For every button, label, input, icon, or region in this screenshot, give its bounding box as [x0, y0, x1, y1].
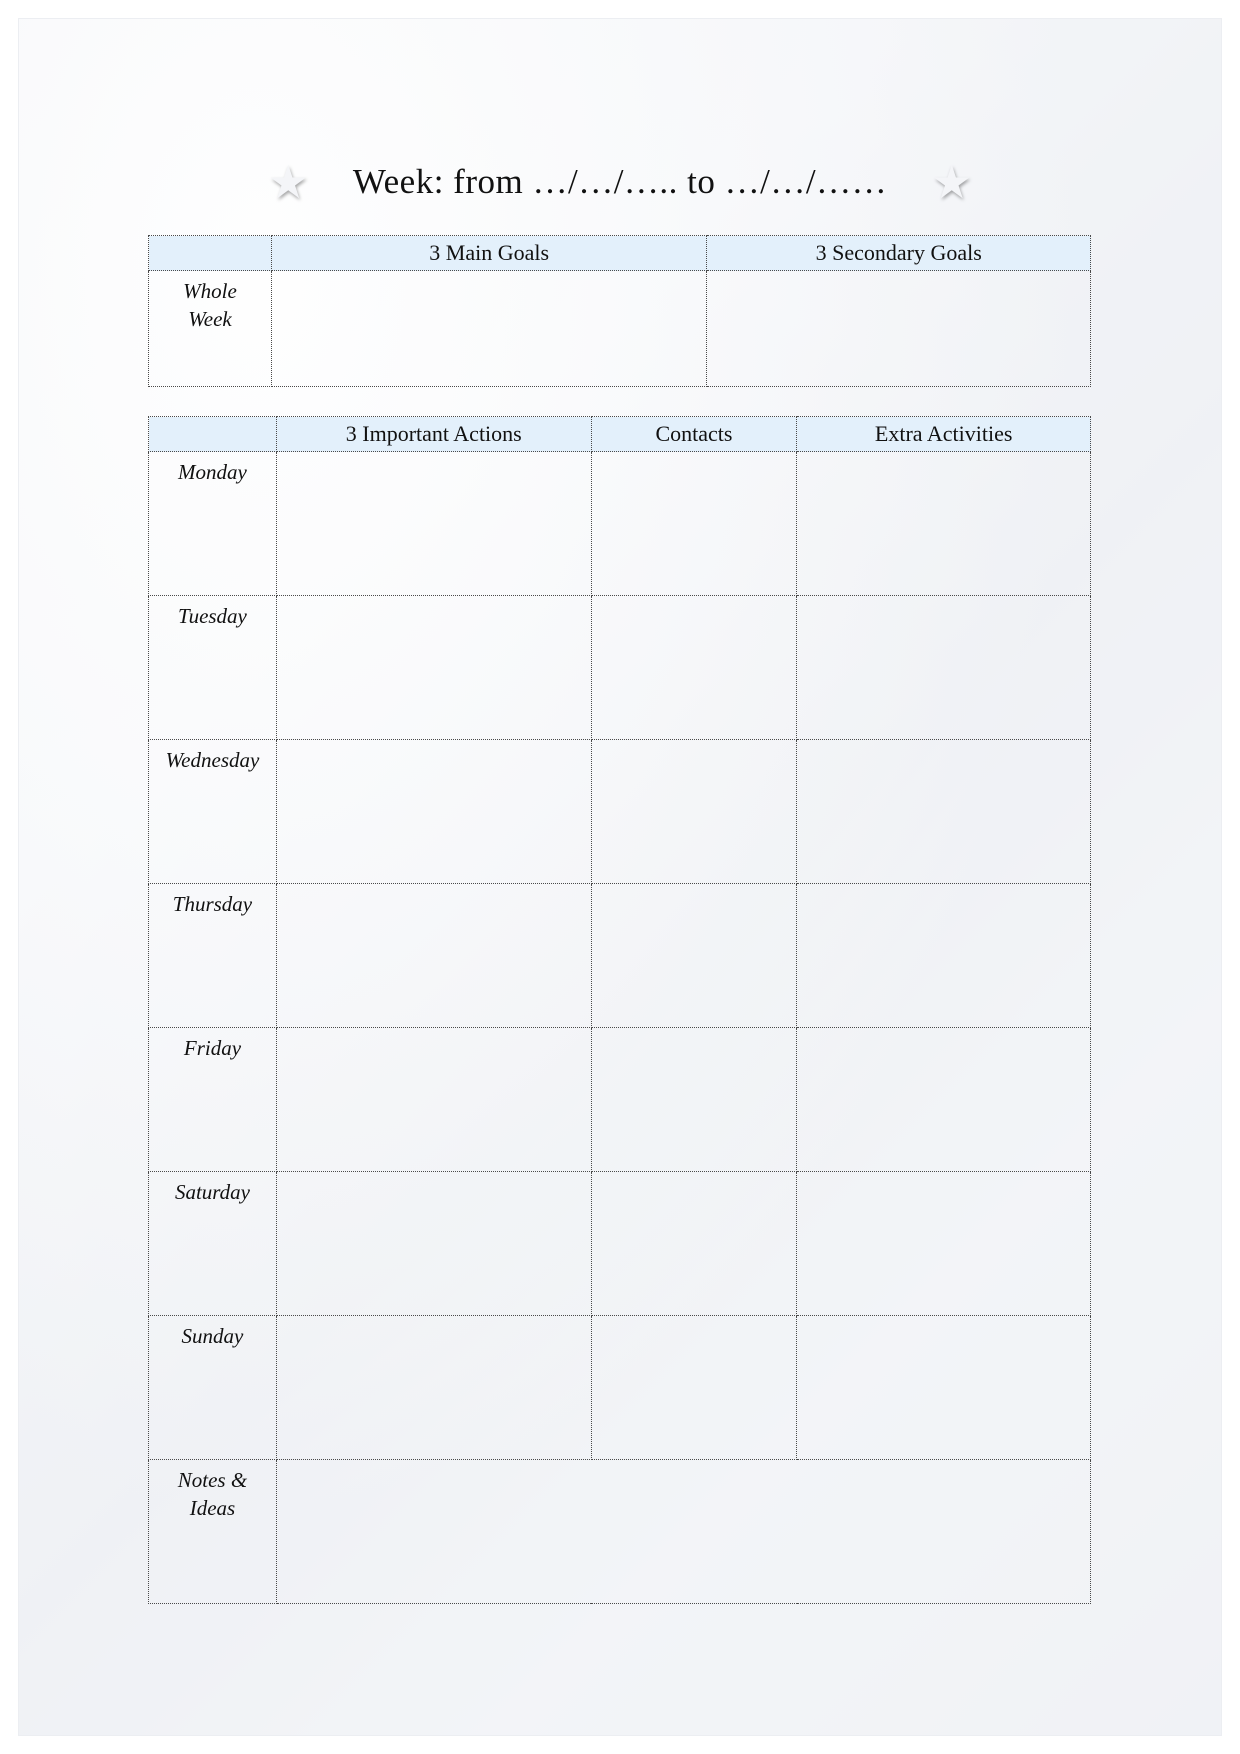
extra-activities-cell[interactable]: [797, 1172, 1091, 1316]
extra-activities-cell[interactable]: [797, 740, 1091, 884]
contacts-cell[interactable]: [591, 884, 797, 1028]
contacts-cell[interactable]: [591, 740, 797, 884]
week-table: [148, 416, 1091, 1604]
main-goals-cell[interactable]: [271, 271, 706, 387]
goals-table: [148, 235, 1091, 387]
extra-activities-cell[interactable]: [797, 1316, 1091, 1460]
day-row-friday: [149, 1028, 1091, 1172]
extra-activities-header: Extra Activities: [797, 417, 1091, 452]
extra-activities-cell[interactable]: [797, 1028, 1091, 1172]
day-row-monday: [149, 452, 1091, 596]
extra-activities-cell[interactable]: [797, 884, 1091, 1028]
day-label: Friday: [183, 1036, 242, 1060]
contacts-cell[interactable]: [591, 452, 797, 596]
day-label: Sunday: [181, 1324, 244, 1348]
day-label: Monday: [178, 460, 247, 484]
day-label-cell: [149, 740, 277, 884]
important-actions-header: 3 Important Actions: [276, 417, 591, 452]
contacts-cell[interactable]: [591, 1028, 797, 1172]
important-actions-cell[interactable]: [276, 740, 591, 884]
contacts-header: Contacts: [591, 417, 797, 452]
day-label: Saturday: [174, 1180, 250, 1204]
secondary-goals-cell[interactable]: [707, 271, 1091, 387]
star-icon: ★: [931, 155, 973, 209]
goals-header-row: [149, 236, 1091, 271]
week-header-blank: [149, 417, 277, 452]
whole-week-label-cell: [149, 271, 272, 387]
important-actions-cell[interactable]: [276, 452, 591, 596]
extra-activities-cell[interactable]: [797, 596, 1091, 740]
contacts-cell[interactable]: [591, 1172, 797, 1316]
day-label-cell: [149, 596, 277, 740]
day-row-thursday: [149, 884, 1091, 1028]
day-row-saturday: [149, 1172, 1091, 1316]
day-label: Thursday: [172, 892, 253, 916]
day-label-cell: [149, 1028, 277, 1172]
contacts-cell[interactable]: [591, 596, 797, 740]
day-label-cell: [149, 1316, 277, 1460]
extra-activities-cell[interactable]: [797, 452, 1091, 596]
important-actions-cell[interactable]: [276, 884, 591, 1028]
whole-week-row: [149, 271, 1091, 387]
title-row: [0, 152, 1240, 212]
star-icon: ★: [267, 155, 309, 209]
day-row-tuesday: [149, 596, 1091, 740]
important-actions-cell[interactable]: [276, 1028, 591, 1172]
day-row-sunday: [149, 1316, 1091, 1460]
notes-label-cell: [149, 1460, 277, 1604]
whole-week-label: Whole Week: [183, 279, 237, 331]
important-actions-cell[interactable]: [276, 1316, 591, 1460]
page-title: Week: from …/…/….. to …/…/……: [352, 162, 888, 201]
important-actions-cell[interactable]: [276, 1172, 591, 1316]
notes-cell[interactable]: [276, 1460, 1090, 1604]
notes-row: [149, 1460, 1091, 1604]
day-label-cell: [149, 452, 277, 596]
day-label-cell: [149, 1172, 277, 1316]
day-label: Wednesday: [165, 748, 260, 772]
week-header-row: [149, 417, 1091, 452]
day-row-wednesday: [149, 740, 1091, 884]
secondary-goals-header: 3 Secondary Goals: [707, 236, 1091, 271]
main-goals-header: 3 Main Goals: [271, 236, 706, 271]
important-actions-cell[interactable]: [276, 596, 591, 740]
contacts-cell[interactable]: [591, 1316, 797, 1460]
day-label: Tuesday: [178, 604, 247, 628]
notes-label: Notes & Ideas: [177, 1468, 248, 1520]
day-label-cell: [149, 884, 277, 1028]
goals-header-blank: [149, 236, 272, 271]
